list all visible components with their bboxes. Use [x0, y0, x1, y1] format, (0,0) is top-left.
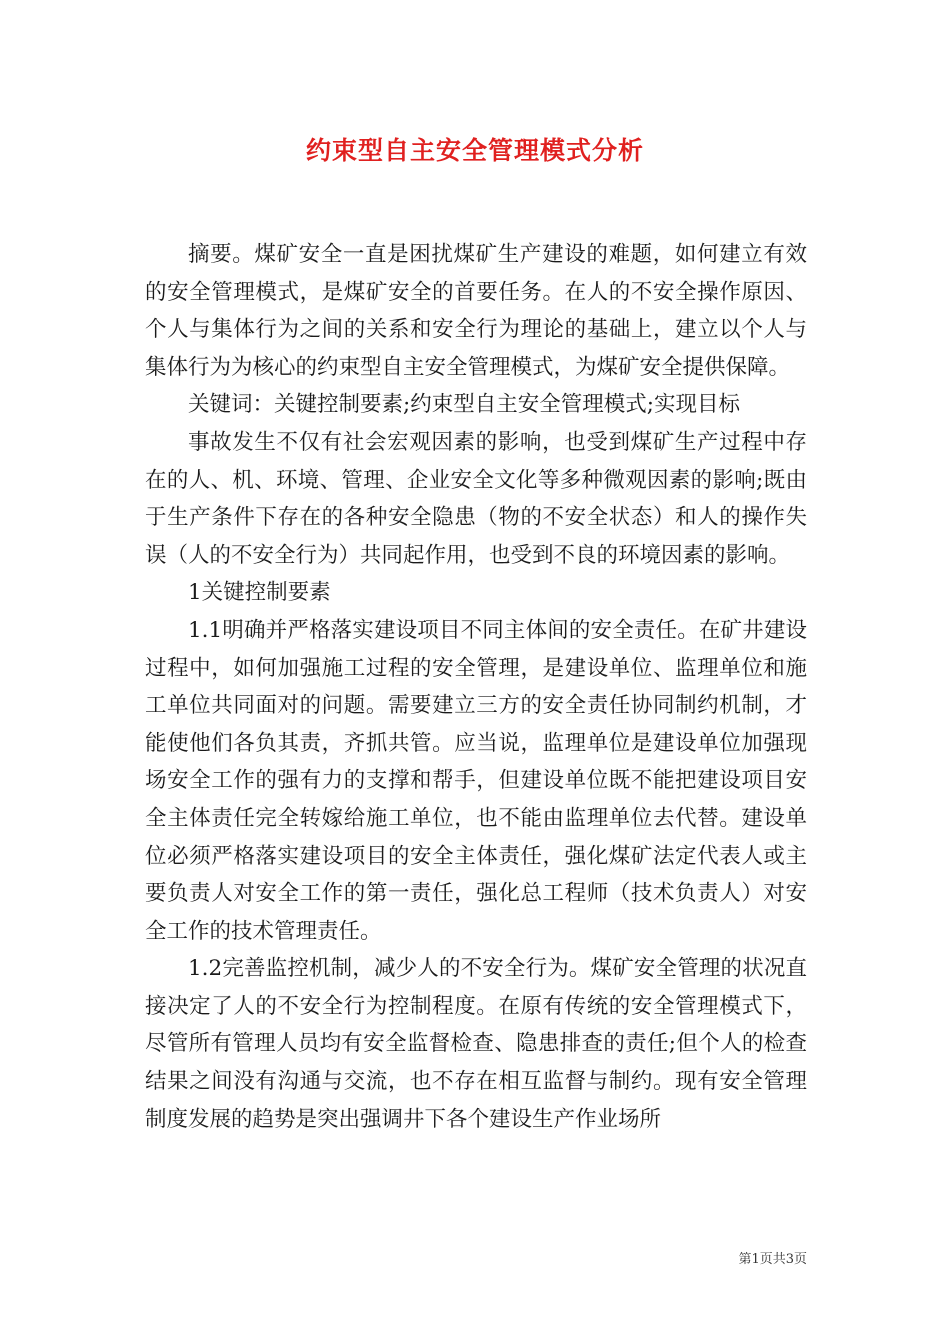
section-1-2-paragraph: 1.2完善监控机制，减少人的不安全行为。煤矿安全管理的状况直接决定了人的不安全行为控制程度。在原有传统的安全管理模式下，尽管所有管理人员均有安全监督检查、隐患排查的责任;但个人的检查结果之间没有沟通与交流，也不存在相互监督与制约。现有安全管理制度发展的趋势是突出强调井下各个建设生产作业场所: [145, 956, 807, 1132]
document-title: 约束型自主安全管理模式分析: [305, 136, 644, 165]
section-heading: 1关键控制要素: [188, 580, 331, 606]
document-body: [145, 236, 807, 1138]
section-1-1-paragraph: 1.1明确并严格落实建设项目不同主体间的安全责任。在矿井建设过程中，如何加强施工过程的安全管理，是建设单位、监理单位和施工单位共同面对的问题。需要建立三方的安全责任协同制约机制，才能使他们各负其责，齐抓共管。应当说，监理单位是建设单位加强现场安全工作的强有力的支撑和帮手，但建设单位既不能把建设项目安全主体责任完全转嫁给施工单位，也不能由监理单位去代替。建设单位必须严格落实建设项目的安全主体责任，强化煤矿法定代表人或主要负责人对安全工作的第一责任，强化总工程师（技术负责人）对安全工作的技术管理责任。: [145, 617, 807, 944]
keywords-paragraph: 关键词：关键控制要素;约束型自主安全管理模式;实现目标: [188, 392, 740, 418]
intro-paragraph: 事故发生不仅有社会宏观因素的影响，也受到煤矿生产过程中存在的人、机、环境、管理、企业安全文化等多种微观因素的影响;既由于生产条件下存在的各种安全隐患（物的不安全状态）和人的操作失误（人的不安全行为）共同起作用，也受到不良的环境因素的影响。: [145, 429, 807, 568]
abstract-paragraph: 摘要。煤矿安全一直是困扰煤矿生产建设的难题，如何建立有效的安全管理模式，是煤矿安全的首要任务。在人的不安全操作原因、个人与集体行为之间的关系和安全行为理论的基础上，建立以个人与集体行为为核心的约束型自主安全管理模式，为煤矿安全提供保障。: [145, 242, 807, 380]
page-number-footer: 第1页共3页: [738, 1252, 807, 1267]
